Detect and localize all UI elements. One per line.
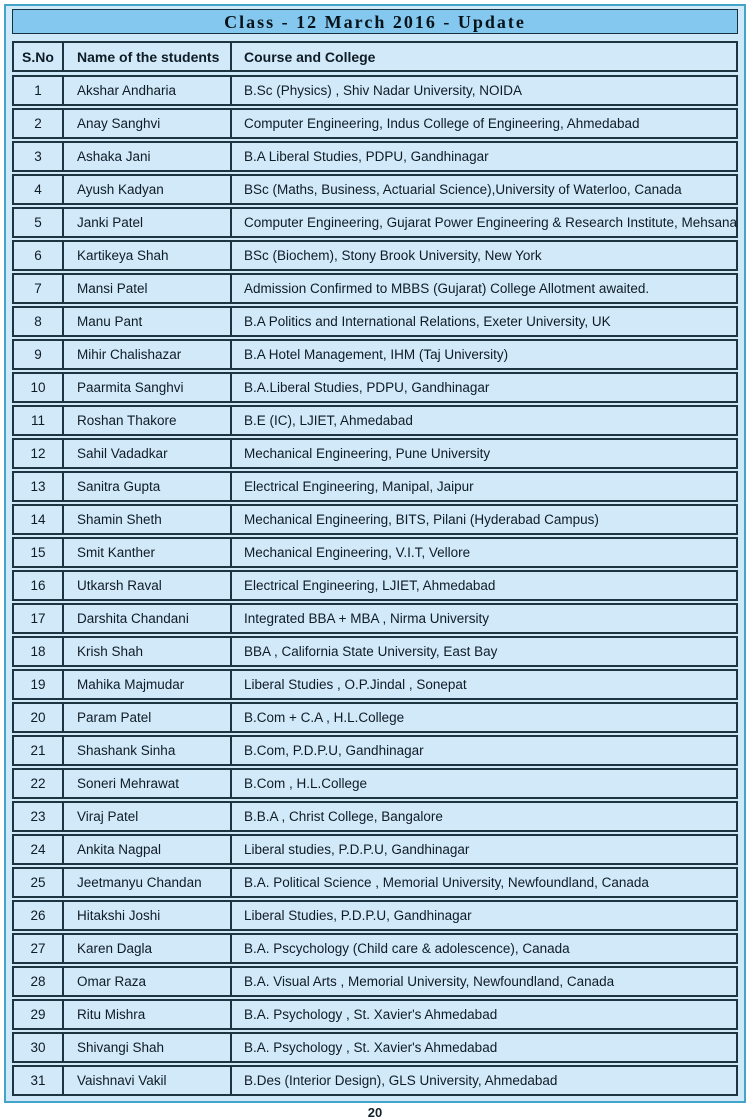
name-cell: Manu Pant: [64, 308, 232, 335]
course-cell: Mechanical Engineering, Pune University: [244, 445, 491, 461]
table-row: [12, 669, 738, 700]
course-cell: B.A. Visual Arts , Memorial University, Newfoundland, Canada: [244, 973, 615, 989]
table-row: [12, 438, 738, 469]
course-cell: BSc (Maths, Business, Actuarial Science),University of Waterloo, Canada: [244, 181, 682, 197]
table-row: [12, 801, 738, 832]
sno-cell: 20: [14, 704, 64, 731]
name-cell: Utkarsh Raval: [64, 572, 232, 599]
course-cell: BBA , California State University, East Bay: [244, 643, 498, 659]
name-cell: Viraj Patel: [64, 803, 232, 830]
name-cell: Jeetmanyu Chandan: [64, 869, 232, 896]
course-cell: Electrical Engineering, LJIET, Ahmedabad: [244, 577, 496, 593]
course-cell: B.A. Pscychology (Child care & adolescence), Canada: [244, 940, 570, 956]
sno-cell: 30: [14, 1034, 64, 1061]
name-cell: Shashank Sinha: [64, 737, 232, 764]
course-cell: B.Des (Interior Design), GLS University, Ahmedabad: [244, 1072, 558, 1088]
course-cell: B.A. Political Science , Memorial University, Newfoundland, Canada: [244, 874, 649, 890]
students-table: [12, 41, 738, 1096]
course-cell: Computer Engineering, Gujarat Power Engineering & Research Institute, Mehsana: [244, 214, 738, 230]
sno-cell: 19: [14, 671, 64, 698]
course-cell: Admission Confirmed to MBBS (Gujarat) College Allotment awaited.: [244, 280, 650, 296]
course-cell: B.Com , H.L.College: [244, 775, 368, 791]
name-cell: Ayush Kadyan: [64, 176, 232, 203]
table-row: [12, 273, 738, 304]
sno-cell: 6: [14, 242, 64, 269]
course-cell: B.Sc (Physics) , Shiv Nadar University, NOIDA: [244, 82, 523, 98]
sno-cell: 23: [14, 803, 64, 830]
name-cell: Ashaka Jani: [64, 143, 232, 170]
sno-cell: 14: [14, 506, 64, 533]
sno-cell: 18: [14, 638, 64, 665]
course-cell: B.A Politics and International Relations, Exeter University, UK: [244, 313, 611, 329]
page-footer: [0, 1103, 750, 1120]
sno-cell: 31: [14, 1067, 64, 1094]
sno-cell: 16: [14, 572, 64, 599]
sno-cell: 11: [14, 407, 64, 434]
sno-cell: 8: [14, 308, 64, 335]
table-row: [12, 504, 738, 535]
name-cell: Janki Patel: [64, 209, 232, 236]
sno-cell: 4: [14, 176, 64, 203]
table-row: [12, 174, 738, 205]
course-cell: B.E (IC), LJIET, Ahmedabad: [244, 412, 413, 428]
name-cell: Kartikeya Shah: [64, 242, 232, 269]
name-cell: Akshar Andharia: [64, 77, 232, 104]
sno-cell: 13: [14, 473, 64, 500]
sno-cell: 3: [14, 143, 64, 170]
table-row: [12, 768, 738, 799]
name-cell: Sanitra Gupta: [64, 473, 232, 500]
table-row: [12, 306, 738, 337]
course-cell: Integrated BBA + MBA , Nirma University: [244, 610, 489, 626]
table-row: [12, 141, 738, 172]
sno-cell: 12: [14, 440, 64, 467]
sno-cell: 2: [14, 110, 64, 137]
course-cell: B.Com, P.D.P.U, Gandhinagar: [244, 742, 424, 758]
sno-cell: 21: [14, 737, 64, 764]
name-cell: Karen Dagla: [64, 935, 232, 962]
table-row: [12, 537, 738, 568]
sno-cell: 10: [14, 374, 64, 401]
name-cell: Darshita Chandani: [64, 605, 232, 632]
sno-cell: 29: [14, 1001, 64, 1028]
name-cell: Ankita Nagpal: [64, 836, 232, 863]
table-row: [12, 570, 738, 601]
course-cell: B.Com + C.A , H.L.College: [244, 709, 405, 725]
name-cell: Anay Sanghvi: [64, 110, 232, 137]
table-row: [12, 1032, 738, 1063]
sno-cell: 17: [14, 605, 64, 632]
table-row: [12, 1065, 738, 1096]
table-row: [12, 372, 738, 403]
table-row: [12, 405, 738, 436]
name-cell: Omar Raza: [64, 968, 232, 995]
course-cell: Mechanical Engineering, BITS, Pilani (Hyderabad Campus): [244, 511, 599, 527]
course-cell: B.A Liberal Studies, PDPU, Gandhinagar: [244, 148, 489, 164]
page-number: 20: [367, 1105, 383, 1120]
sno-cell: 5: [14, 209, 64, 236]
course-cell: Liberal Studies, P.D.P.U, Gandhinagar: [244, 907, 472, 923]
sno-cell: 24: [14, 836, 64, 863]
sno-cell: 22: [14, 770, 64, 797]
header-name: Name of the students: [64, 43, 232, 70]
name-cell: Smit Kanther: [64, 539, 232, 566]
course-cell: B.A. Psychology , St. Xavier's Ahmedabad: [244, 1006, 498, 1022]
table-row: [12, 735, 738, 766]
name-cell: Paarmita Sanghvi: [64, 374, 232, 401]
course-cell: B.B.A , Christ College, Bangalore: [244, 808, 443, 824]
name-cell: Hitakshi Joshi: [64, 902, 232, 929]
sno-cell: 25: [14, 869, 64, 896]
name-cell: Vaishnavi Vakil: [64, 1067, 232, 1094]
table-header-row: [12, 41, 738, 72]
header-sno: S.No: [14, 43, 64, 70]
table-row: [12, 933, 738, 964]
table-row: [12, 867, 738, 898]
course-cell: Liberal studies, P.D.P.U, Gandhinagar: [244, 841, 470, 857]
sno-cell: 27: [14, 935, 64, 962]
course-cell: Electrical Engineering, Manipal, Jaipur: [244, 478, 474, 494]
name-cell: Roshan Thakore: [64, 407, 232, 434]
table-row: [12, 636, 738, 667]
table-row: [12, 240, 738, 271]
table-row: [12, 207, 738, 238]
table-row: [12, 471, 738, 502]
table-row: [12, 999, 738, 1030]
sno-cell: 9: [14, 341, 64, 368]
table-row: [12, 108, 738, 139]
name-cell: Mahika Majmudar: [64, 671, 232, 698]
table-row: [12, 900, 738, 931]
table-row: [12, 966, 738, 997]
name-cell: Shivangi Shah: [64, 1034, 232, 1061]
course-cell: B.A.Liberal Studies, PDPU, Gandhinagar: [244, 379, 490, 395]
course-cell: B.A Hotel Management, IHM (Taj University): [244, 346, 509, 362]
sno-cell: 1: [14, 77, 64, 104]
name-cell: Krish Shah: [64, 638, 232, 665]
header-course: Course and College: [244, 48, 376, 65]
sno-cell: 7: [14, 275, 64, 302]
title-bar: [12, 9, 738, 34]
sno-cell: 15: [14, 539, 64, 566]
course-cell: Mechanical Engineering, V.I.T, Vellore: [244, 544, 471, 560]
name-cell: Soneri Mehrawat: [64, 770, 232, 797]
name-cell: Mansi Patel: [64, 275, 232, 302]
name-cell: Shamin Sheth: [64, 506, 232, 533]
course-cell: Computer Engineering, Indus College of Engineering, Ahmedabad: [244, 115, 640, 131]
course-cell: Liberal Studies , O.P.Jindal , Sonepat: [244, 676, 467, 692]
name-cell: Mihir Chalishazar: [64, 341, 232, 368]
table-body: [12, 75, 738, 1096]
table-row: [12, 834, 738, 865]
table-row: [12, 603, 738, 634]
sno-cell: 26: [14, 902, 64, 929]
table-row: [12, 702, 738, 733]
name-cell: Sahil Vadadkar: [64, 440, 232, 467]
course-cell: BSc (Biochem), Stony Brook University, New York: [244, 247, 542, 263]
table-row: [12, 75, 738, 106]
page-title: Class - 12 March 2016 - Update: [224, 11, 526, 32]
name-cell: Param Patel: [64, 704, 232, 731]
document-frame: [4, 4, 746, 1103]
name-cell: Ritu Mishra: [64, 1001, 232, 1028]
course-cell: B.A. Psychology , St. Xavier's Ahmedabad: [244, 1039, 498, 1055]
sno-cell: 28: [14, 968, 64, 995]
table-row: [12, 339, 738, 370]
